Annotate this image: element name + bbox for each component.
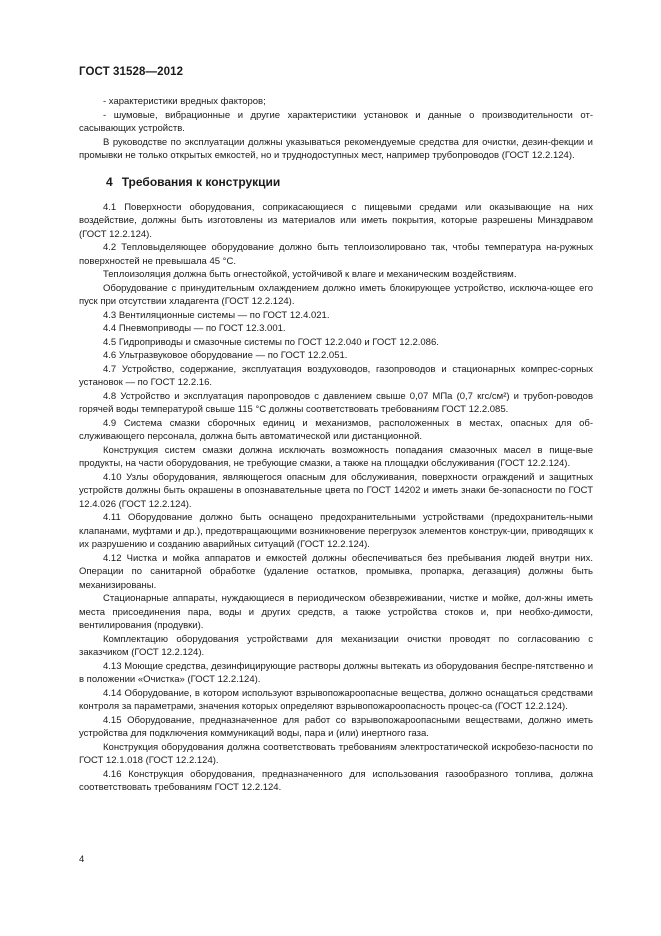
clause-4-6: 4.6 Ультразвуковое оборудование — по ГОСТ 12.2.051. xyxy=(103,350,348,361)
clause-4-9: 4.9 Система смазки сборочных единиц и механизмов, расположенных в местах, опасных для об-служивающего персонала, должна быть автоматической или дистанционной. xyxy=(79,417,593,442)
clause-4-8: 4.8 Устройство и эксплуатация паропроводов с давлением свыше 0,07 МПа (0,7 кгс/см²) и трубоп-роводов горячей воды температурой свыше 115 °С должны соответствовать требованиям ГОСТ 12.2.085. xyxy=(79,390,593,415)
document-header: ГОСТ 31528—2012 xyxy=(79,66,184,78)
paragraph: Комплектацию оборудования устройствами для механизации очистки проводят по согласованию с заказчиком (ГОСТ 12.2.124). xyxy=(79,633,593,658)
page-number: 4 xyxy=(79,854,85,865)
clause-4-11: 4.11 Оборудование должно быть оснащено предохранительными устройствами (предохранитель-ными клапанами, муфтами и др.), предотвращающими возникновение перегрузок элементов конструк-ции, приводящих к их разрушению и созданию аварийных ситуаций (ГОСТ 12.2.124). xyxy=(79,512,593,550)
section-number: 4 xyxy=(106,174,113,189)
section-heading xyxy=(79,175,593,190)
paragraph: В руководстве по эксплуатации должны указываться рекомендуемые средства для очистки, дезин-фекции и промывки не только открытых емкостей, но и труднодоступных мест, например трубопроводов (ГОСТ 12.2.124). xyxy=(79,136,593,161)
section-title: Требования к конструкции xyxy=(121,174,281,189)
clause-4-13: 4.13 Моющие средства, дезинфицирующие растворы должны вытекать из оборудования беспре-пятственно и в положении «Очистка» (ГОСТ 12.2.124). xyxy=(79,660,593,685)
paragraph: Теплоизоляция должна быть огнестойкой, устойчивой к влаге и механическим воздействиям. xyxy=(103,269,517,280)
clause-4-2: 4.2 Тепловыделяющее оборудование должно быть теплоизолировано так, чтобы температура на-ружных поверхностей не превышала 45 °С. xyxy=(79,242,593,267)
list-item: - шумовые, вибрационные и другие характеристики установок и данные о производительности от-сасывающих устройств. xyxy=(79,109,593,134)
clause-4-5: 4.5 Гидроприводы и смазочные системы по ГОСТ 12.2.040 и ГОСТ 12.2.086. xyxy=(103,336,439,348)
page-content xyxy=(79,95,593,795)
paragraph: Стационарные аппараты, нуждающиеся в периодическом обезвреживании, чистке и мойке, дол-жны иметь места присоединения пара, воды и других средств, а также устройства стоков и, при необхо-димости, вентилирования (продувки). xyxy=(79,593,593,631)
paragraph: Оборудование с принудительным охлаждением должно иметь блокирующее устройство, исключа-ющее его пуск при отсутствии хладагента (ГОСТ 12.2.124). xyxy=(79,282,593,307)
clause-4-15: 4.15 Оборудование, предназначенное для работ со взрывопожароопасными веществами, должно иметь устройства для подключения коммуникаций воды, пара и (или) инертного газа. xyxy=(79,714,593,739)
clause-4-12: 4.12 Чистка и мойка аппаратов и емкостей должны обеспечиваться без пребывания людей внутри них. Операции по санитарной обработке (удаление остатков, промывка, пропарка, дегазация) должны быть механизированы. xyxy=(79,552,593,591)
clause-4-10: 4.10 Узлы оборудования, являющегося опасным для обслуживания, поверхности ограждений и защитных устройств должны быть окрашены в опознавательные цвета по ГОСТ 14202 и иметь знаки бе-зопасности по ГОСТ 12.4.026 (ГОСТ 12.2.124). xyxy=(79,471,593,510)
clause-4-4: 4.4 Пневмоприводы — по ГОСТ 12.3.001. xyxy=(103,323,286,334)
clause-4-7: 4.7 Устройство, содержание, эксплуатация воздуховодов, газопроводов и стационарных компрес-сорных установок — по ГОСТ 12.2.16. xyxy=(79,363,593,388)
clause-4-16: 4.16 Конструкция оборудования, предназначенного для использования газообразного топлива, должна соответствовать требованиям ГОСТ 12.2.124. xyxy=(79,768,593,793)
list-item: - характеристики вредных факторов; xyxy=(103,96,266,107)
clause-4-1: 4.1 Поверхности оборудования, соприкасающиеся с пищевыми средами или оказывающие на них воздействие, должны быть изготовлены из материалов или иметь покрытия, которые разрешены Минздравом (ГОСТ 12.2.124). xyxy=(79,201,593,240)
paragraph: Конструкция оборудования должна соответствовать требованиям электростатической искробезо-пасности по ГОСТ 12.1.018 (ГОСТ 12.2.124). xyxy=(79,741,593,766)
clause-4-14: 4.14 Оборудование, в котором используют взрывопожароопасные вещества, должно оснащаться средствами контроля за параметрами, значения которых определяют взрывопожароопасность процес-са (ГОСТ 12.2.124). xyxy=(79,687,593,712)
clause-4-3: 4.3 Вентиляционные системы — по ГОСТ 12.4.021. xyxy=(103,309,330,321)
paragraph: Конструкция систем смазки должна исключать возможность попадания смазочных масел в пище-вые продукты, на части оборудования, не требующие смазки, а также на площадки обслуживания (ГОСТ 12.2.124). xyxy=(79,444,593,469)
